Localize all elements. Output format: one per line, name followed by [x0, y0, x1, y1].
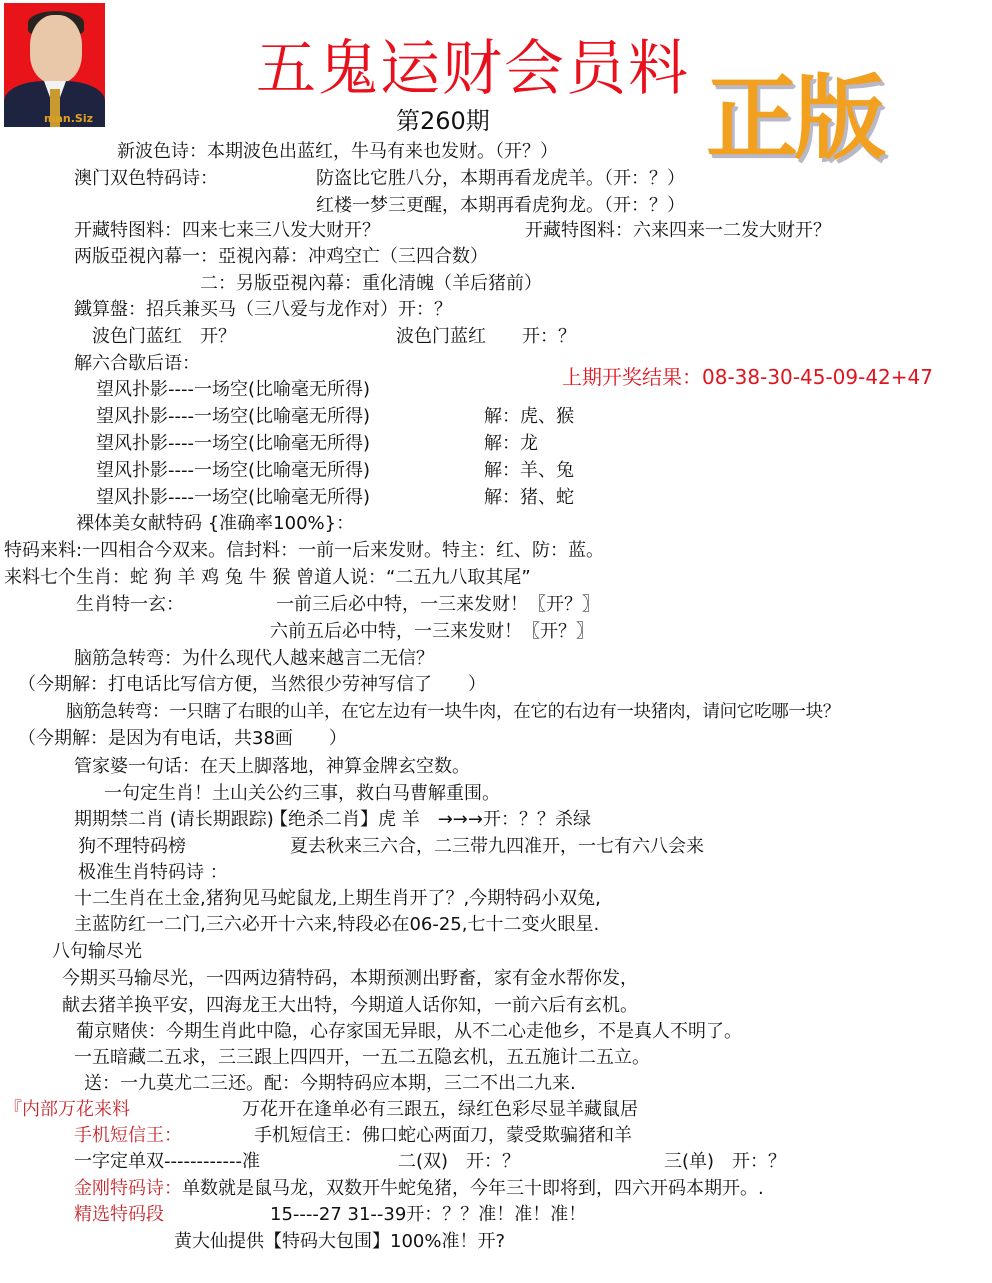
sms-king-value: 手机短信王：佛口蛇心两面刀，蒙受欺骗猪和羊	[254, 1125, 632, 1146]
atv-inside-line-2: 二：另版亞視內幕：重化清魄（羊后猪前）	[200, 273, 542, 294]
eight-lines-2: 献去猪羊换平安，四海龙王大出特，今期道人话你知，一前六后有玄机。	[62, 995, 638, 1016]
ban-two-label: 期期禁二肖 (请长期跟踪)	[74, 809, 274, 830]
zodiac-mystery-label: 生肖特一玄：	[76, 594, 184, 615]
portrait-face	[30, 15, 82, 83]
portrait-photo	[4, 3, 105, 127]
ban-two-value: 【绝杀二肖】虎 羊 →→→开：？？杀绿	[270, 809, 591, 830]
select-segment-value: 15----27 31--39开：？？准！准！准！	[270, 1204, 587, 1225]
abacus-line: 鐵算盤：招兵兼买马（三八爱与龙作对）开：？	[74, 299, 452, 320]
special-code-source: 特码来料:一四相合今双来。信封料：一前一后来发财。特主：红、防：蓝。	[4, 540, 605, 561]
brain-teaser-2: 脑筋急转弯：一只瞎了右眼的山羊，在它左边有一块牛肉，在它的右边有一块猪肉，请问它吃哪一块？	[66, 702, 840, 722]
zodiac-mystery-line-2: 六前五后必中特，一三来发财！〖开？〗	[270, 621, 594, 642]
kaicang-line-1: 开藏特图料：四来七来三八发大财开？	[74, 220, 380, 241]
macau-poem-label: 澳门双色特码诗：	[74, 168, 218, 189]
authentic-badge: 正版	[706, 64, 883, 172]
xiehouyu-saying: 望风扑影----一场空(比喻毫无所得)	[96, 406, 371, 427]
xiehouyu-answer: 解：猪、蛇	[484, 487, 574, 508]
eight-lines-1: 今期买马输尽光，一四两边猜特码，本期预测出野畜，家有金水帮你发，	[62, 968, 638, 989]
odd-even-even: 二(双) 开：？	[398, 1151, 521, 1172]
macau-gambler-line: 葡京赌侠：今期生肖此中隐，心存家国无异眼，从不二心走他乡，不是真人不明了。	[76, 1021, 742, 1042]
xiehouyu-answer: 解：羊、兔	[484, 460, 574, 481]
xiehouyu-saying: 望风扑影----一场空(比喻毫无所得)	[96, 379, 371, 400]
macau-poem-line-1: 防盗比它胜八分，本期再看龙虎羊。（开：？）	[316, 168, 685, 189]
portrait-caption: man.Siz	[44, 112, 93, 125]
diamond-poem-label: 金刚特码诗：	[74, 1178, 182, 1199]
housekeeper-line: 管家婆一句话：在天上脚落地，神算金牌玄空数。	[74, 756, 470, 777]
flower-label: 『内部万花来料	[4, 1099, 130, 1120]
diamond-poem	[74, 1178, 764, 1200]
wave-door-1: 波色门蓝红 开？	[92, 326, 236, 347]
fifteen-line: 一五暗藏二五求，三三跟上四四开，一五二五隐玄机，五五施计二五立。	[74, 1047, 650, 1068]
macau-poem-line-2: 红楼一梦三更醒，本期再看虎狗龙。（开：？）	[316, 195, 685, 216]
brain-teaser-2-answer: （今期解：是因为有电话，共38画 ）	[18, 728, 347, 749]
dog-chart-label: 狗不理特码榜	[78, 836, 186, 857]
flower-value: 万花开在逢单必有三跟五，绿红色彩尽显羊藏鼠居	[242, 1099, 638, 1120]
xiehouyu-saying: 望风扑影----一场空(比喻毫无所得)	[96, 487, 371, 508]
diamond-poem-value: 单数就是鼠马龙，双数开牛蛇兔猪，今年三十即将到，四六开码本期开。.	[182, 1178, 764, 1199]
odd-even-label: 一字定单双------------准	[74, 1151, 260, 1172]
huang-daxian-line: 黄大仙提供【特码大包围】100%准！开?	[174, 1231, 506, 1252]
eight-lines-label: 八句输尽光	[52, 941, 142, 962]
odd-even-odd: 三(单) 开：？	[664, 1151, 787, 1172]
dog-chart-value: 夏去秋来三六合，二三带九四准开，一七有六八会来	[290, 836, 704, 857]
send-line: 送：一九莫尤二三还。配：今期特码应本期，三二不出二九来.	[84, 1073, 576, 1094]
xiehouyu-answer: 解：龙	[484, 433, 538, 454]
select-segment-label: 精选特码段	[74, 1204, 164, 1225]
xiehouyu-saying: 望风扑影----一场空(比喻毫无所得)	[96, 433, 371, 454]
zodiac-mystery-line-1: 一前三后必中特，一三来发财！〖开？〗	[276, 594, 600, 615]
nude-code-line: 裸体美女献特码 {准确率100%}：	[76, 513, 355, 534]
last-result	[562, 364, 933, 390]
atv-inside-line-1: 两版亞視內幕一：亞視內幕：冲鸡空亡（三四合数）	[74, 246, 488, 267]
xiehouyu-answer: 解：虎、猴	[484, 406, 574, 427]
brain-teaser-1-answer: （今期解：打电话比写信方便，当然很少劳神写信了 ）	[18, 674, 486, 695]
xiehouyu-saying: 望风扑影----一场空(比喻毫无所得)	[96, 460, 371, 481]
sms-king-label: 手机短信王：	[74, 1125, 182, 1146]
accurate-poem-line-2: 主蓝防红一二门,三六必开十六来,特段必在06-25,七十二变火眼星.	[74, 914, 600, 935]
last-result-value: 08-38-30-45-09-42+47	[702, 365, 933, 389]
brain-teaser-1: 脑筋急转弯：为什么现代人越来越言二无信？	[74, 648, 434, 669]
issue-number: 第260期	[396, 107, 490, 135]
accurate-poem-line-1: 十二生肖在土金,猪狗见马蛇鼠龙,上期生肖开了？,今期特码小双兔,	[74, 888, 601, 909]
last-result-label: 上期开奖结果：	[562, 365, 702, 389]
accurate-poem-label: 极准生肖特码诗 ：	[78, 862, 228, 883]
seven-zodiac-line: 来料七个生肖：蛇 狗 羊 鸡 兔 牛 猴 曾道人说：“二五九八取其尾”	[4, 567, 531, 588]
kaicang-line-2: 开藏特图料：六来四来一二发大财开？	[525, 220, 831, 241]
page-title: 五鬼运财会员料	[256, 34, 690, 104]
one-sentence-zodiac: 一句定生肖！土山关公约三事，救白马曹解重围。	[104, 783, 500, 804]
xiehouyu-label: 解六合歇后语：	[74, 353, 200, 374]
wave-poem: 新波色诗：本期波色出蓝红，牛马有来也发财。（开？）	[117, 141, 558, 162]
wave-door-2: 波色门蓝红 开：？	[396, 326, 576, 347]
